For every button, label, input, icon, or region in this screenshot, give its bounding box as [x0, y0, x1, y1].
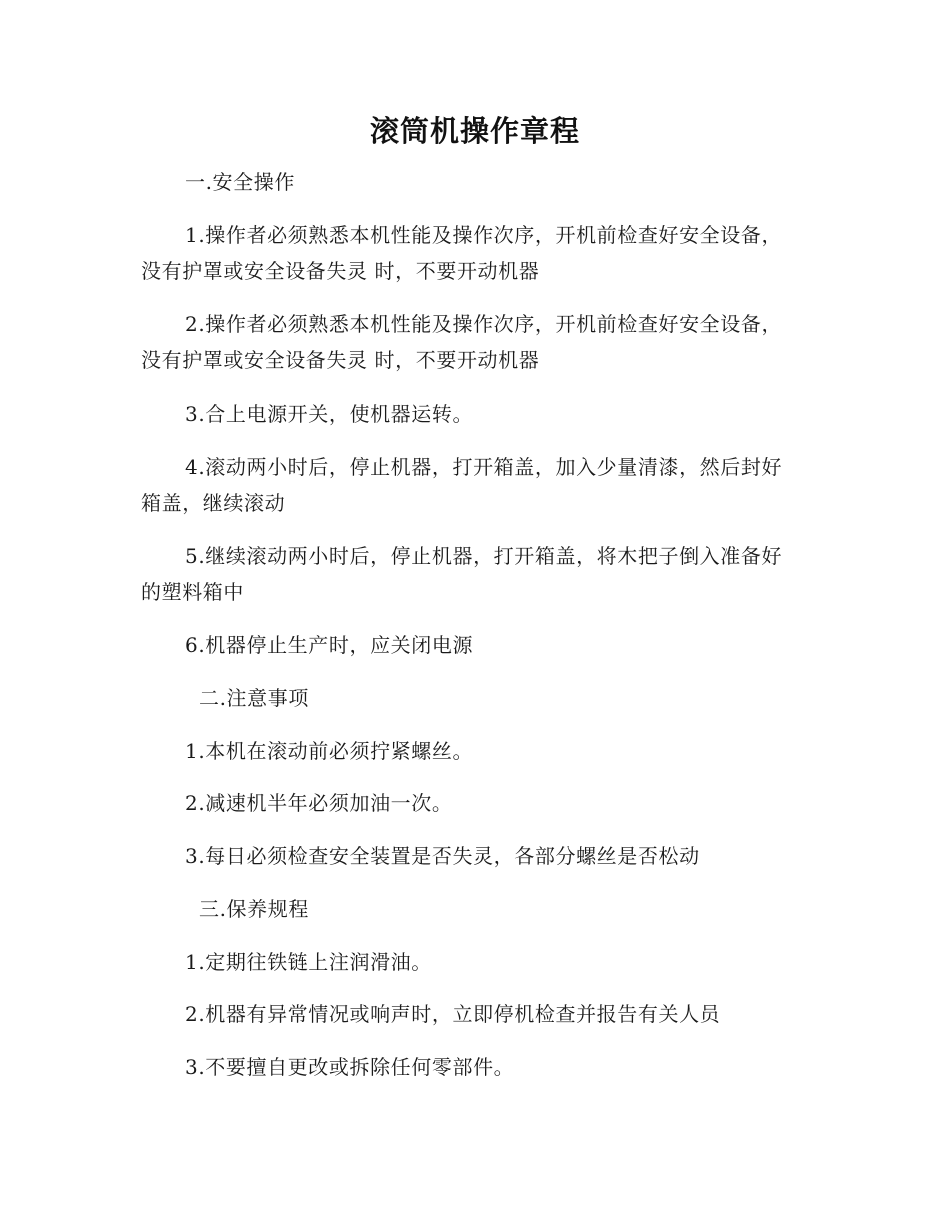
maintenance-item-1: 1.定期往铁链上注润滑油。	[185, 950, 432, 974]
notes-item-1: 1.本机在滚动前必须拧紧螺丝。	[185, 739, 474, 763]
document-title: 滚筒机操作章程	[369, 114, 580, 148]
safety-item-6: 6.机器停止生产时，应关闭电源	[185, 633, 474, 657]
notes-item-3: 3.每日必须检查安全装置是否失灵，各部分螺丝是否松动	[185, 844, 700, 868]
safety-item-3: 3.合上电源开关，使机器运转。	[185, 402, 474, 426]
safety-item-2: 2.操作者必须熟悉本机性能及操作次序，开机前检查好安全设备，没有护罩或安全设备失灵 时，不要开动机器	[141, 312, 783, 372]
safety-item-5: 5.继续滚动两小时后，停止机器，打开箱盖，将木把子倒入准备好的塑料箱中	[141, 544, 783, 604]
section-heading-notes: 二.注意事项	[199, 686, 309, 710]
safety-item-4: 4.滚动两小时后，停止机器，打开箱盖，加入少量清漆，然后封好箱盖，继续滚动	[141, 455, 783, 515]
maintenance-item-3: 3.不要擅自更改或拆除任何零部件。	[185, 1055, 515, 1079]
maintenance-item-2: 2.机器有异常情况或响声时，立即停机检查并报告有关人员	[185, 1002, 721, 1026]
safety-item-1: 1.操作者必须熟悉本机性能及操作次序，开机前检查好安全设备，没有护罩或安全设备失灵 时，不要开动机器	[141, 223, 783, 283]
section-heading-maintenance: 三.保养规程	[199, 897, 309, 921]
section-heading-safety: 一.安全操作	[185, 170, 295, 194]
notes-item-2: 2.减速机半年必须加油一次。	[185, 791, 453, 815]
